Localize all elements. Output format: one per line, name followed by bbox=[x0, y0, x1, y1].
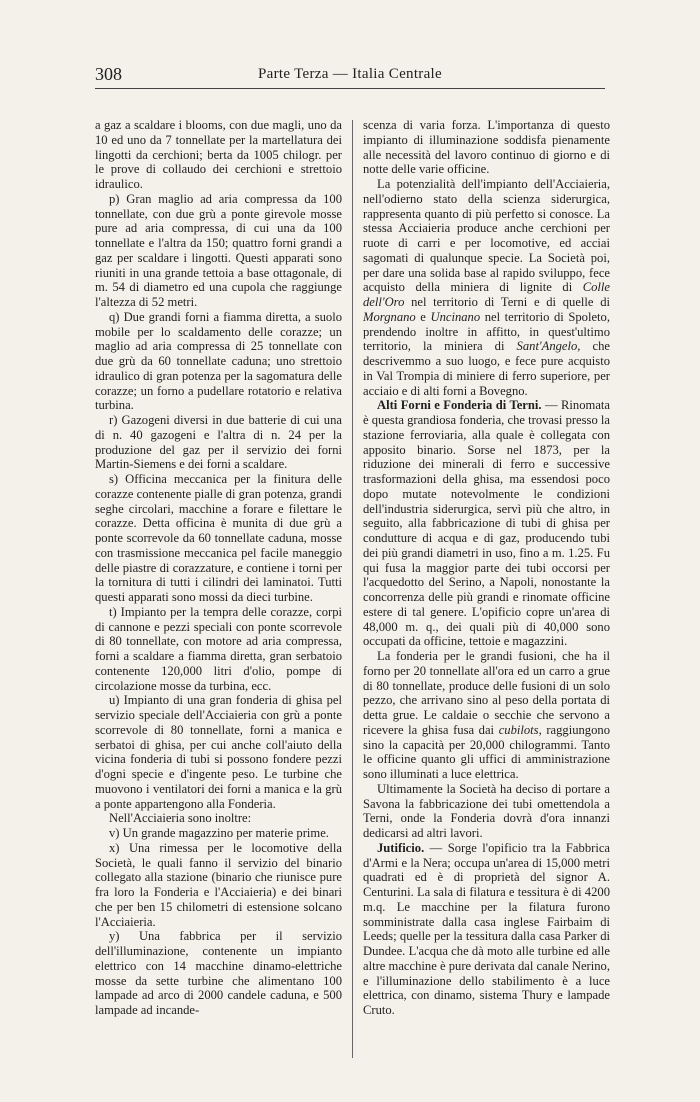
paragraph: s) Officina meccanica per la finitura delle corazze contenente pialle di gran potenza, grandi seghe circolari, macchine a forare e filettare le corazze. Detta officina è munita di due grù a ponte scorrevole da 60 tonnellate caduna, mosse con trasmissione meccanica pel facile maneggio delle piastre di corazzature, e contiene i torni per la tornitura di tutti i cilindri dei laminatoi. Tutti questi apparati sono mossi da dieci turbine. bbox=[95, 472, 342, 604]
text-run: raggiungono sino la capacità per 20,000 chilogrammi. Tanto le officine quanto gli uffici di amministrazione sono illuminati a luce elettrica. bbox=[363, 722, 610, 781]
place-name: Morgnano bbox=[363, 309, 416, 324]
text-run: — Sorge l'opificio tra la Fabbrica d'Armi e la Nera; occupa un'area di 15,000 metri quadrati ed è di proprietà del signor A. Centurini. La sala di filatura e tessitura è di 4200 m.q. Le macchine per la filatura furono somministrate dalla casa inglese Fairbaim di Leeds; quelle per la tessitura dalla casa Parker di Dundee. L'acqua che dà moto alle turbine ed alle altre macchine è pure derivata dal canale Nerino, e l'illuminazione dello stabilimento è a luce elettrica, con dinamo, sistema Thury e lampade Cruto. bbox=[363, 840, 610, 1017]
page-number: 308 bbox=[95, 64, 122, 84]
paragraph bbox=[363, 177, 610, 398]
column-divider bbox=[352, 120, 353, 1058]
text-columns bbox=[95, 118, 610, 1058]
paragraph bbox=[363, 649, 610, 782]
section-heading: Alti Forni e Fonderia di Terni. bbox=[377, 398, 542, 413]
section-heading: Jutificio. bbox=[377, 840, 425, 855]
right-column bbox=[363, 118, 610, 1058]
text-run: e bbox=[415, 309, 431, 324]
paragraph: scenza di varia forza. L'importanza di questo impianto di illuminazione soddisfa pienamente alle necessità del lavoro continuo di giorno e di notte delle varie officine. bbox=[363, 118, 610, 177]
place-name: Sant'Angelo, bbox=[516, 339, 581, 354]
paragraph: r) Gazogeni diversi in due batterie di cui una di n. 40 gazogeni e l'altra di n. 24 per la produzione del gaz per il servizio dei forni Martin-Siemens e dei forni a scaldare. bbox=[95, 413, 342, 472]
text-run: La potenzialità dell'impianto dell'Acciaieria, nell'odierno stato della scienza siderurgica, rappresenta quanto di più perfetto si conosce. La stessa Acciaieria produce anche cerchioni per ruote di carri e per locomotive, ed acciai sagomati di qualunque specie. La Società poi, per dare una solida base al rapido sviluppo, fece acquisto della miniera di lignite di bbox=[363, 177, 610, 295]
paragraph: Nell'Acciaieria sono inoltre: bbox=[109, 811, 252, 826]
paragraph: Ultimamente la Società ha deciso di portare a Savona la fabbricazione dei tubi omettendola a Terni, onde la Fonderia dovrà d'ora innanzi dedicarsi ad altri lavori. bbox=[363, 781, 610, 840]
place-name: Colle dell'Oro bbox=[363, 280, 610, 309]
page-header bbox=[95, 60, 605, 89]
italic-term: cubilots, bbox=[498, 722, 542, 737]
running-title: Parte Terza — Italia Centrale bbox=[258, 66, 442, 82]
text-run: La fonderia per le grandi fusioni, che ha il forno per 20 tonnellate all'ora ed un carro a grue di 80 tonnellate, produce delle fusioni di un solo pezzo, che arrivano sino al peso della portata di detta grue. Le caldaie o secchie che servono a ricevere la ghisa fusa dai bbox=[363, 649, 610, 737]
text-run: — Rinomata è questa grandiosa fonderia, che trovasi presso la stazione ferroviaria, alla quale è collegata con apposito binario. Sorse nel 1873, per la riduzione dei minerali di ferro e successive trasformazioni della ghisa, ma essendosi poco dopo mutate notevolmente le condizioni dell'industria siderurgica, servì più che altro, in seguito, alla fabbricazione di tubi di ghisa per condutture di acqua e di gaz, producendo tubi dei più grandi diametri in uso, fino a m. 1.25. Fu qui fusa la maggior parte dei tubi occorsi per l'acquedotto del Serino, a Napoli, nonostante la concorrenza delle più grandi e rinomate officine estere di tal genere. L'opificio copre un'area di 48,000 m. q., dei quali più di 40,000 sono occupati da officine, tettoie e magazzini. bbox=[363, 398, 610, 649]
paragraph bbox=[363, 398, 610, 649]
paragraph: y) Una fabbrica per il servizio dell'illuminazione, contenente un impianto elettrico con 14 macchine dinamo-elettriche mosse da sette turbine che alimentano 100 lampade ad arco di 2000 candele caduna, e 500 lampade ad incande- bbox=[95, 929, 342, 1017]
paragraph: u) Impianto di una gran fonderia di ghisa pel servizio speciale dell'Acciaieria con grù a ponte scorrevole di 80 tonnellate, forni a manica e serbatoi di ghisa, per cui anche coll'aiuto della vicina fonderia di tubi si possono fondere pezzi d'ogni specie e d'ingente peso. Le turbine che muovono i ventilatori dei forni a manica e la grù a ponte appartengono alla Fonderia. bbox=[95, 693, 342, 811]
paragraph: p) Gran maglio ad aria compressa da 100 tonnellate, con due grù a ponte girevole mosse pure ad aria compressa, di cui una da 100 tonnellate e l'altra da 150; quattro forni grandi a gaz per scaldare i lingotti. Questi apparati sono riuniti in una grande tettoia a base ottagonale, di m. 54 di diametro ed una cupola che raggiunge l'altezza di 52 metri. bbox=[95, 191, 342, 309]
paragraph: x) Una rimessa per le locomotive della Società, le quali fanno il servizio del binario collegato alla stazione (binario che riunisce pure fra loro la Fonderia e l'Acciaieria) e dei binari che per ben 15 chilometri di estensione solcano l'Acciaieria. bbox=[95, 840, 342, 929]
text-run: nel territorio di Spoleto, prendendo inoltre in affitto, in quest'ultimo territorio, la miniera di bbox=[363, 309, 611, 354]
paragraph bbox=[363, 841, 610, 1018]
text-run: che descrivemmo a suo luogo, e fece pure acquisto in Val Trompia di miniere di ferro superiore, per acciaio e di alti forni a Bovegno. bbox=[363, 339, 610, 398]
paragraph: t) Impianto per la tempra delle corazze, corpi di cannone e pezzi speciali con ponte scorrevole di 80 tonnellate, con motore ad aria compressa, forni a scaldare a fiamma diretta, gran serbatoio contenente 120,000 litri d'olio, pompe di circolazione mosse da turbina, ecc. bbox=[95, 604, 342, 693]
place-name: Uncinano bbox=[430, 309, 481, 324]
paragraph: v) Un grande magazzino per materie prime. bbox=[109, 826, 329, 840]
left-column bbox=[95, 118, 342, 1058]
paragraph: a gaz a scaldare i blooms, con due magli, uno da 10 ed uno da 7 tonnellate per la martellatura dei lingotti da cerchioni; berta da 1005 chilogr. per le prove di collaudo dei cerchioni e strettoio idraulico. bbox=[95, 118, 342, 191]
text-run: nel territorio di Terni e di quelle di bbox=[404, 295, 610, 309]
paragraph: q) Due grandi forni a fiamma diretta, a suolo mobile per lo scaldamento delle corazze; un maglio ad aria compressa di 25 tonnellate con due grù da 60 tonnellate caduna; uno strettoio idraulico di gran potenza per la sagomatura delle corazze; un forno a pudellare rotatorio e relativa turbina. bbox=[95, 309, 342, 413]
